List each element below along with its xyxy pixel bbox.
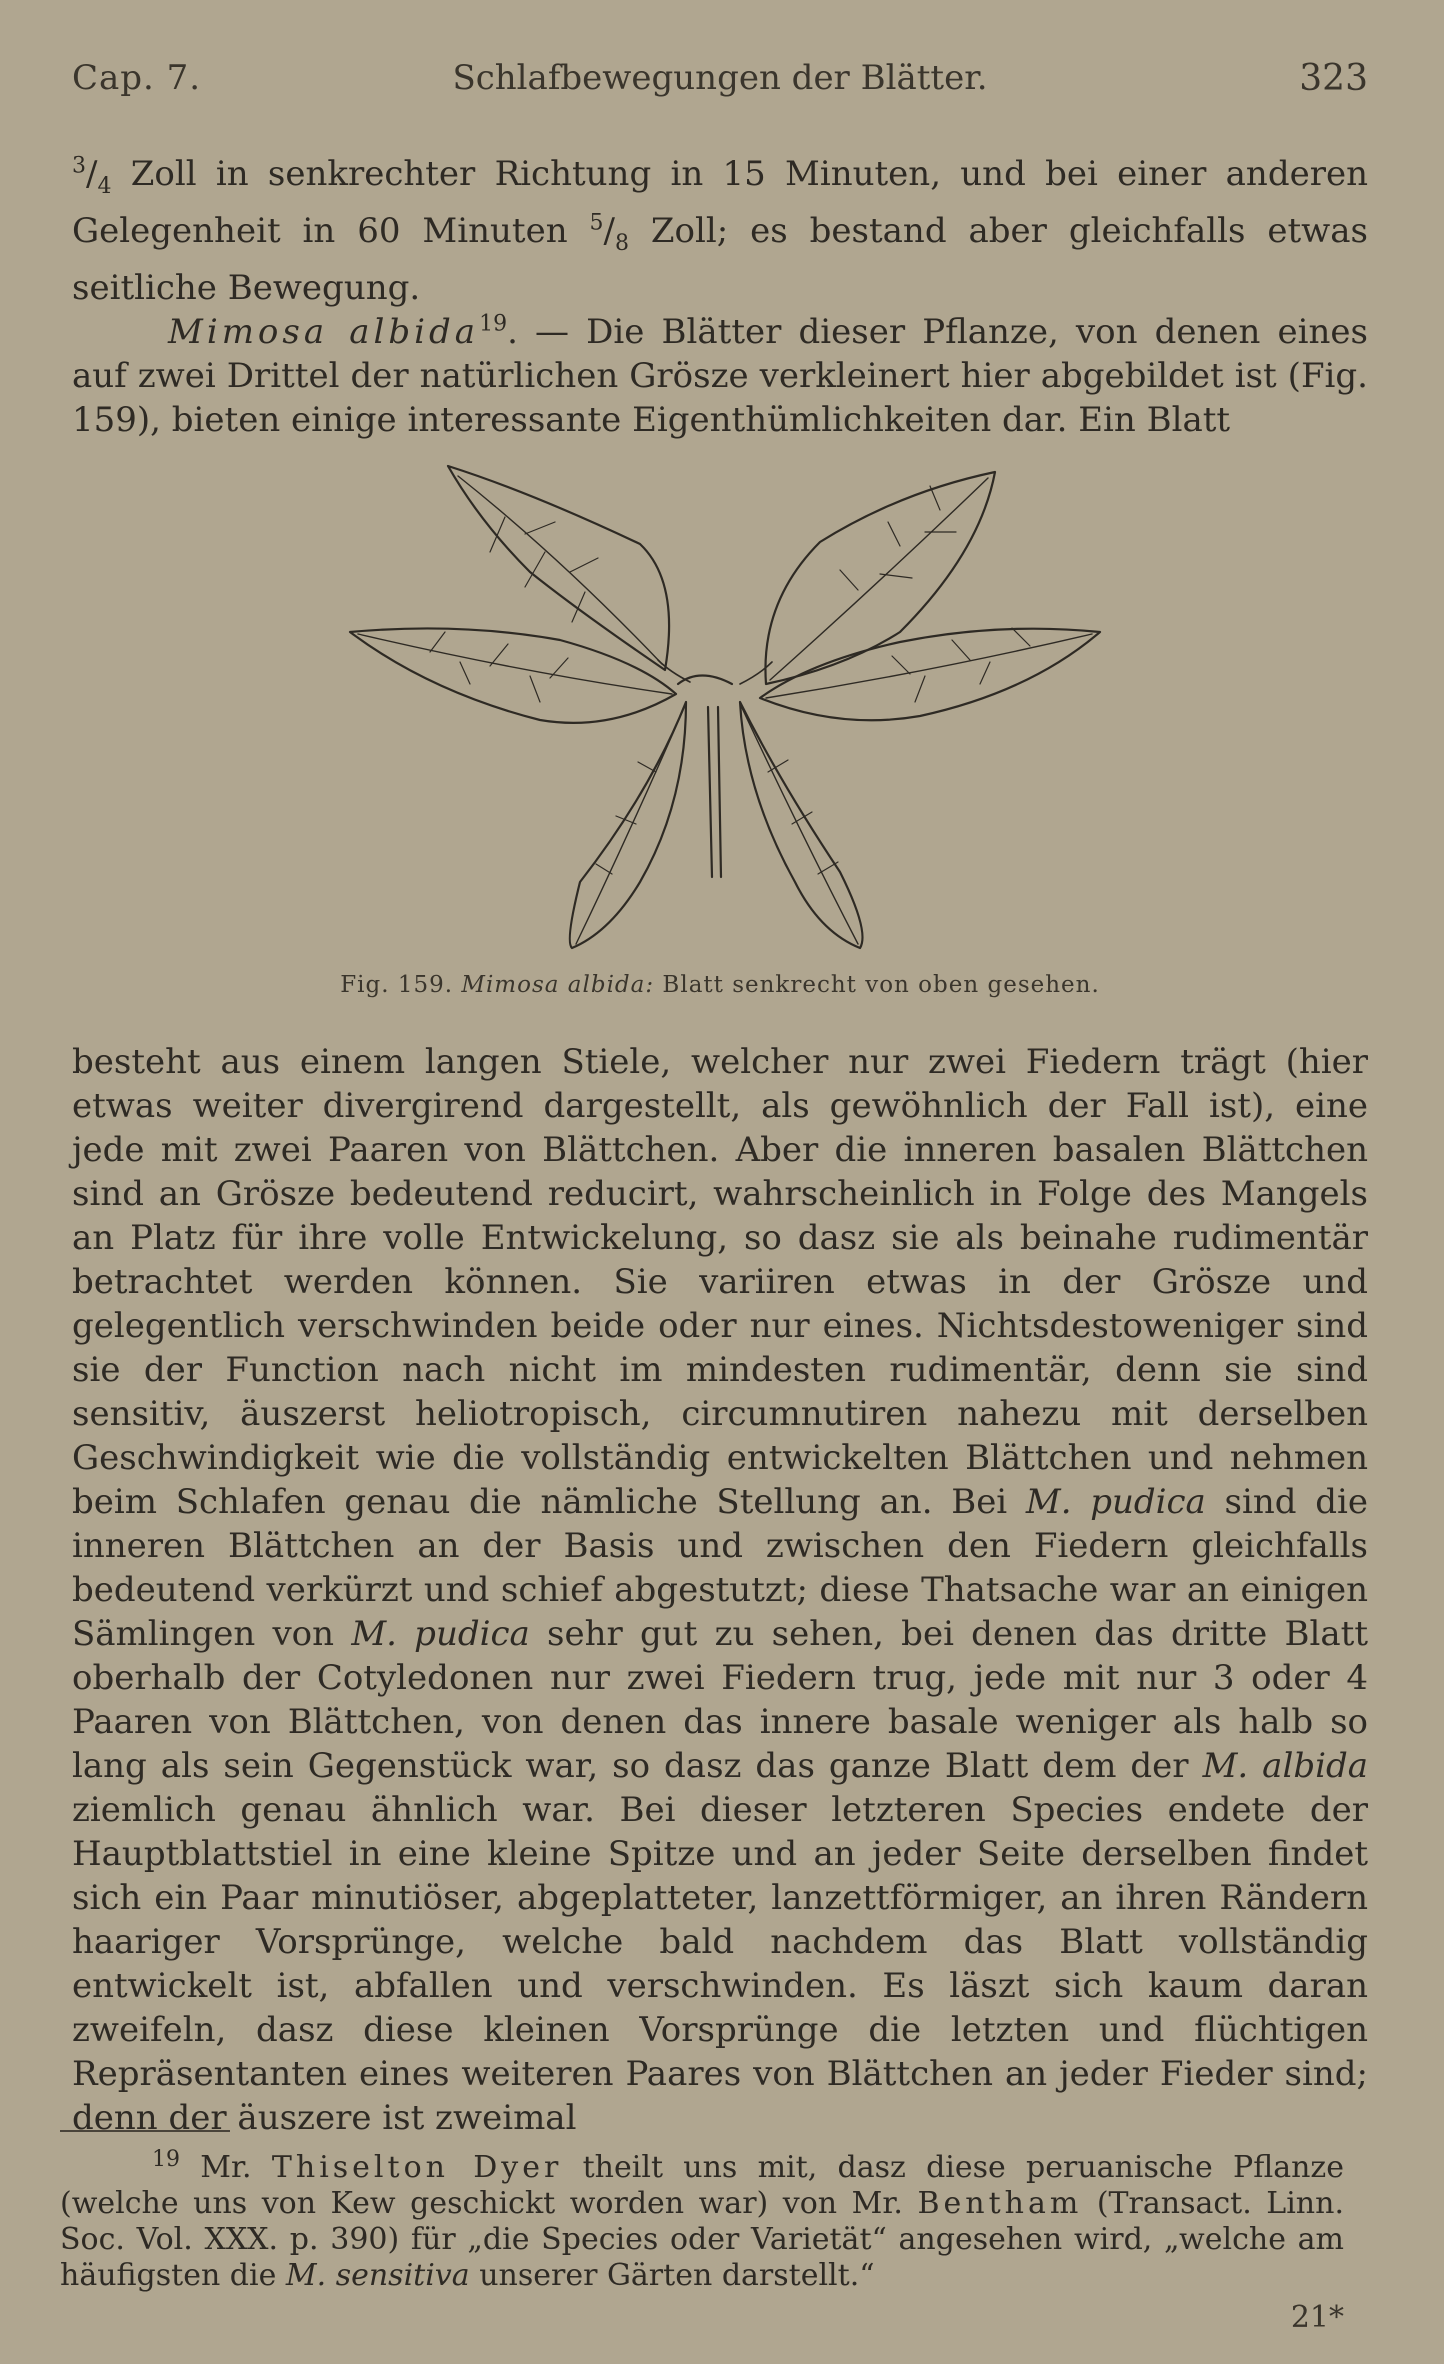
paragraph-text: Zoll in senkrechter Richtung in 15 Minuten, und bei einer anderen Gelegenheit in 60 Minuten: [72, 154, 1368, 251]
footnote-rule: [60, 2130, 230, 2132]
paragraph-mimosa-albida: [72, 310, 1368, 442]
species-name: Mimosa albida: [168, 311, 480, 352]
footnote-text: theilt uns mit, dasz diese peruanische Pflanze (welche uns von Kew geschickt worden war) von Mr.: [60, 2150, 1344, 2221]
page-number: 323: [1299, 58, 1368, 99]
paragraph-text: sind die inneren Blättchen an der Basis und zwischen den Fiedern gleichfalls bedeutend verkürzt und schief abgestutzt; diese Thatsache war an einigen Sämlingen von: [72, 1482, 1368, 1654]
paragraph-text: . — Die Blätter dieser Pflanze, von denen eines auf zwei Drittel der natürlichen Grösze verkleinert hier abgebildet ist (Fig. 159), bieten einige interessante Eigenthümlichkeiten dar. Ein Blatt: [72, 311, 1369, 440]
figure-number: Fig. 159.: [340, 972, 454, 998]
paragraph-text: ziemlich genau ähnlich war. Bei dieser letzteren Species endete der Hauptblattstiel in eine kleine Spitze und an jeder Seite derselben findet sich ein Paar minutiöser, abgeplatteter, lanzettförmiger, an ihren Rändern haariger Vorsprünge, welche bald nachdem das Blatt vollständig entwickelt ist, abfallen und verschwinden. Es läszt sich kaum daran zweifeln, dasz diese kleinen Vorsprünge die letzten und flüchtigen Repräsentanten eines weiteren Paares von Blättchen an jeder Fieder sind; denn der äuszere ist zweimal: [72, 1790, 1368, 2138]
chapter-label: Cap. 7.: [72, 58, 202, 98]
footnote-text: (Transact. Linn. Soc. Vol. XXX. p. 390) für „die Species oder Varietät“ angesehen wird, „welche am häufigsten die: [60, 2186, 1344, 2293]
species-name: M. pudica: [351, 1614, 530, 1654]
footnote-text: Mr.: [180, 2150, 272, 2185]
running-head: [72, 58, 1368, 108]
fraction-denominator: 8: [615, 230, 629, 256]
mimosa-leaf-illustration: [340, 462, 1110, 970]
paragraph-text: sehr gut zu sehen, bei denen das dritte Blatt oberhalb der Cotyledonen nur zwei Fiedern trug, jede mit nur 3 oder 4 Paaren von Blättchen, von denen das innere basale weniger als halb so lang als sein Gegenstück war, so dasz das ganze Blatt dem der: [72, 1614, 1369, 1786]
caption-text: Blatt senkrecht von oben gesehen.: [654, 972, 1100, 998]
author-name: Thiselton Dyer: [271, 2150, 563, 2185]
running-title: Schlafbewegungen der Blätter.: [452, 58, 988, 98]
footnote-text: unserer Gärten darstellt.“: [469, 2258, 875, 2293]
author-name: Bentham: [917, 2186, 1083, 2221]
species-name: M. sensitiva: [285, 2258, 470, 2293]
sheet-signature: 21*: [1290, 2300, 1344, 2335]
paragraph-leaf-description: [72, 1040, 1368, 2140]
paragraph-continuation: $^3/_4$ Zoll in senkrechter Richtung in 15 Minuten, und bei einer anderen Gelegenheit in 60 Minuten $^5/_8$ Zoll; es bestand aber gleichfalls etwas seitliche Bewegung.: [72, 153, 1369, 308]
paragraph-text: besteht aus einem langen Stiele, welcher nur zwei Fiedern trägt (hier etwas weiter divergirend dargestellt, als gewöhnlich der Fall ist), eine jede mit zwei Paaren von Blättchen. Aber die inneren basalen Blättchen sind an Grösze bedeutend reducirt, wahrscheinlich in Folge des Mangels an Platz für ihre volle Entwickelung, so dasz sie als beinahe rudimentär betrachtet werden können. Sie variiren etwas in der Grösze und gelegentlich verschwinden beide oder nur eines. Nichtsdestoweniger sind sie der Function nach nicht im mindesten rudimentär, denn sie sind sensitiv, äuszerst heliotropisch, circumnutiren nahezu mit derselben Geschwindigkeit wie die vollständig entwickelten Blättchen und nehmen beim Schlafen genau die nämliche Stellung an. Bei: [72, 1042, 1368, 1522]
species-name: M. pudica: [1025, 1482, 1206, 1522]
caption-species: Mimosa albida:: [461, 972, 655, 998]
footnote-mark: 19: [152, 2147, 180, 2172]
lower-text: [72, 1040, 1368, 2140]
figure-caption: [72, 972, 1368, 998]
footnote-reference: 19: [479, 311, 508, 337]
upper-text: [72, 152, 1368, 442]
footnote: [60, 2147, 1344, 2294]
fraction-numerator: 5: [589, 210, 604, 236]
species-name: M. albida: [1202, 1746, 1368, 1786]
fraction-denominator: 4: [97, 173, 112, 199]
fraction-numerator: 3: [72, 153, 86, 179]
paragraph-text: Zoll; es bestand aber gleichfalls etwas seitliche Bewegung.: [72, 210, 1369, 308]
